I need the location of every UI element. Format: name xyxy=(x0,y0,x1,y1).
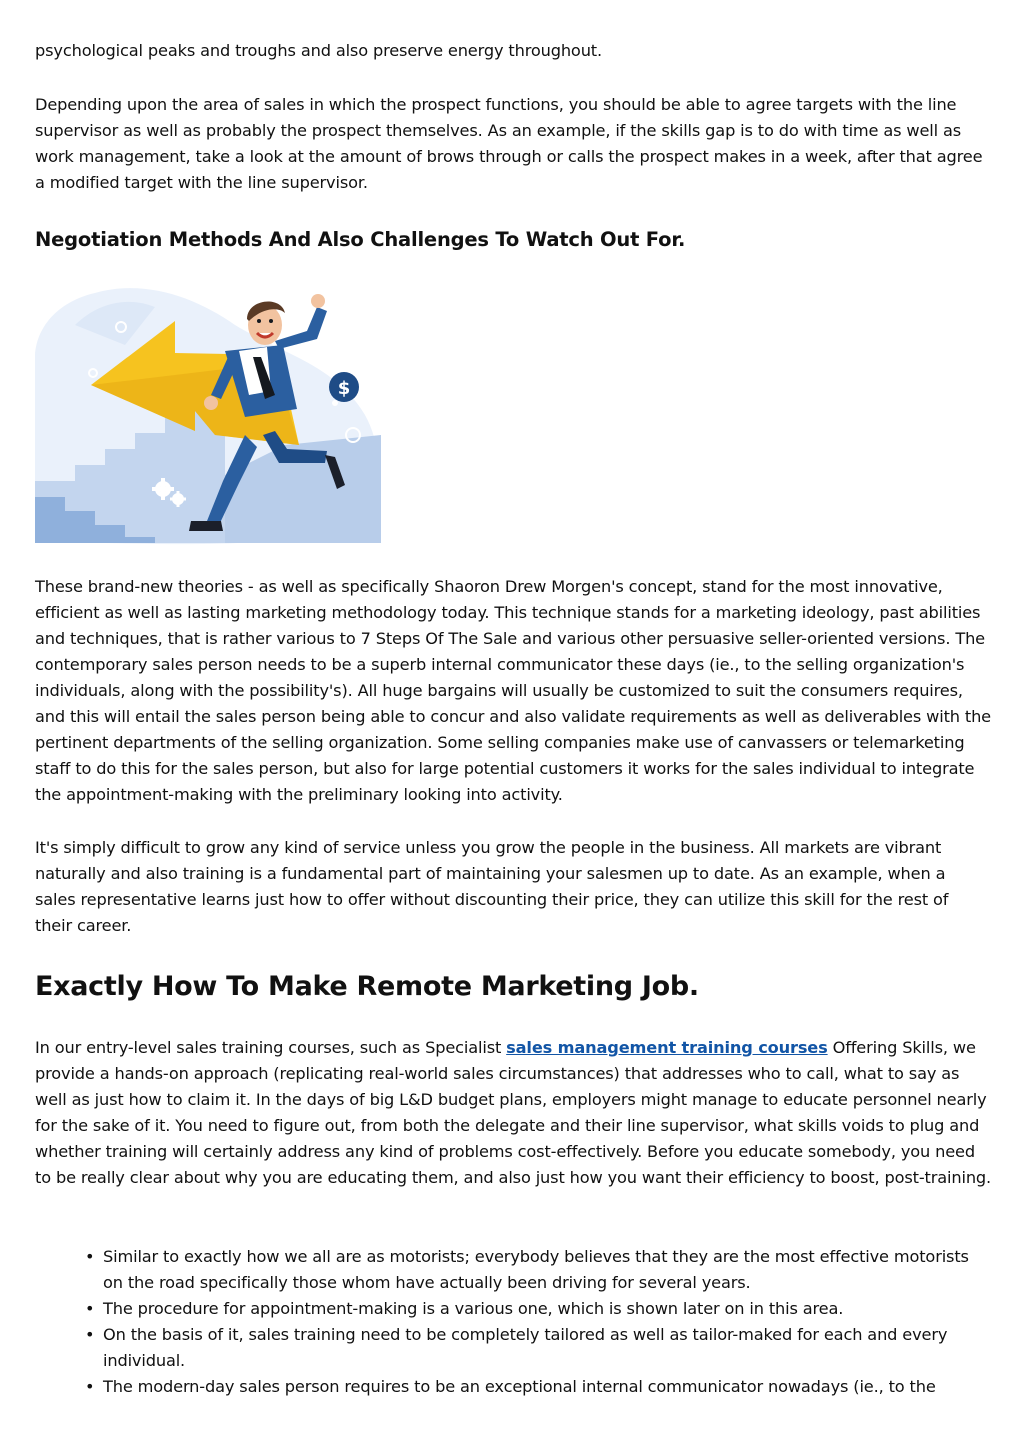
list-item: • The modern-day sales person requires to be an exceptional internal communicator nowadays (ie., to the xyxy=(85,1374,990,1400)
heading-negotiation: Negotiation Methods And Also Challenges To Watch Out For. xyxy=(35,228,686,251)
paragraph-theories: These brand-new theories - as well as specifically Shaoron Drew Morgen's concept, stand for the most innovative, efficient as well as lasting marketing methodology today. This technique stands for a marketing ideology, past abilities and techniques, that is rather various to 7 Steps Of The Sale and various other persuasive seller-oriented versions. The contemporary sales person needs to be a superb internal communicator these days (ie., to the selling organization's individuals, along with the possibility's). All huge bargains will usually be customized to suit the consumers requires, and this will entail the sales person being able to concur and also validate requirements as well as deliverables with the pertinent departments of the selling organization. Some selling companies make use of canvassers or telemarketing staff to do this for the sales person, but also for large potential customers it works for the sales individual to integrate the appointment-making with the preliminary looking into activity. xyxy=(35,577,991,804)
salesman-illustration-graphic xyxy=(35,285,381,547)
coin-symbol: $ xyxy=(337,378,351,399)
heading-remote-marketing: Exactly How To Make Remote Marketing Job. xyxy=(35,971,699,1002)
list-item: • Similar to exactly how we all are as motorists; everybody believes that they are the most effective motorists on the road specifically those whom have actually been driving for several years. xyxy=(85,1244,990,1296)
training-text-before: In our entry-level sales training courses, such as Specialist xyxy=(35,1038,507,1057)
paragraph-training xyxy=(35,1035,993,1191)
bullet-list xyxy=(85,1244,990,1400)
paragraph-targets: Depending upon the area of sales in which the prospect functions, you should be able to agree targets with the line supervisor as well as probably the prospect themselves. As an example, if the skills gap is to do with time as well as work management, take a look at the amount of brows through or calls the prospect makes in a week, after that agree a modified target with the line supervisor. xyxy=(35,95,983,192)
sales-management-training-link[interactable]: sales management training courses xyxy=(506,1038,828,1057)
paragraph-intro-tail: psychological peaks and troughs and also preserve energy throughout. xyxy=(35,41,602,60)
salesman-illustration xyxy=(35,285,381,547)
dollar-coin-icon xyxy=(329,372,359,402)
training-text-after: Offering Skills, we provide a hands-on approach (replicating real-world sales circumstances) that addresses who to call, what to say as well as just how to claim it. In the days of big L&D budget plans, employers might manage to educate personnel nearly for the sake of it. You need to figure out, from both the delegate and their line supervisor, what skills voids to plug and whether training will certainly address any kind of problems cost-effectively. Before you educate somebody, you need to be really clear about why you are educating them, and also just how you want their efficiency to boost, post-training. xyxy=(35,1038,992,1187)
list-item: • On the basis of it, sales training need to be completely tailored as well as tailor-maked for each and every individual. xyxy=(85,1322,990,1374)
paragraph-grow: It's simply difficult to grow any kind of service unless you grow the people in the business. All markets are vibrant naturally and also training is a fundamental part of maintaining your salesmen up to date. As an example, when a sales representative learns just how to offer without discounting their price, they can utilize this skill for the rest of their career. xyxy=(35,838,949,935)
list-item: • The procedure for appointment-making is a various one, which is shown later on in this area. xyxy=(85,1296,990,1322)
